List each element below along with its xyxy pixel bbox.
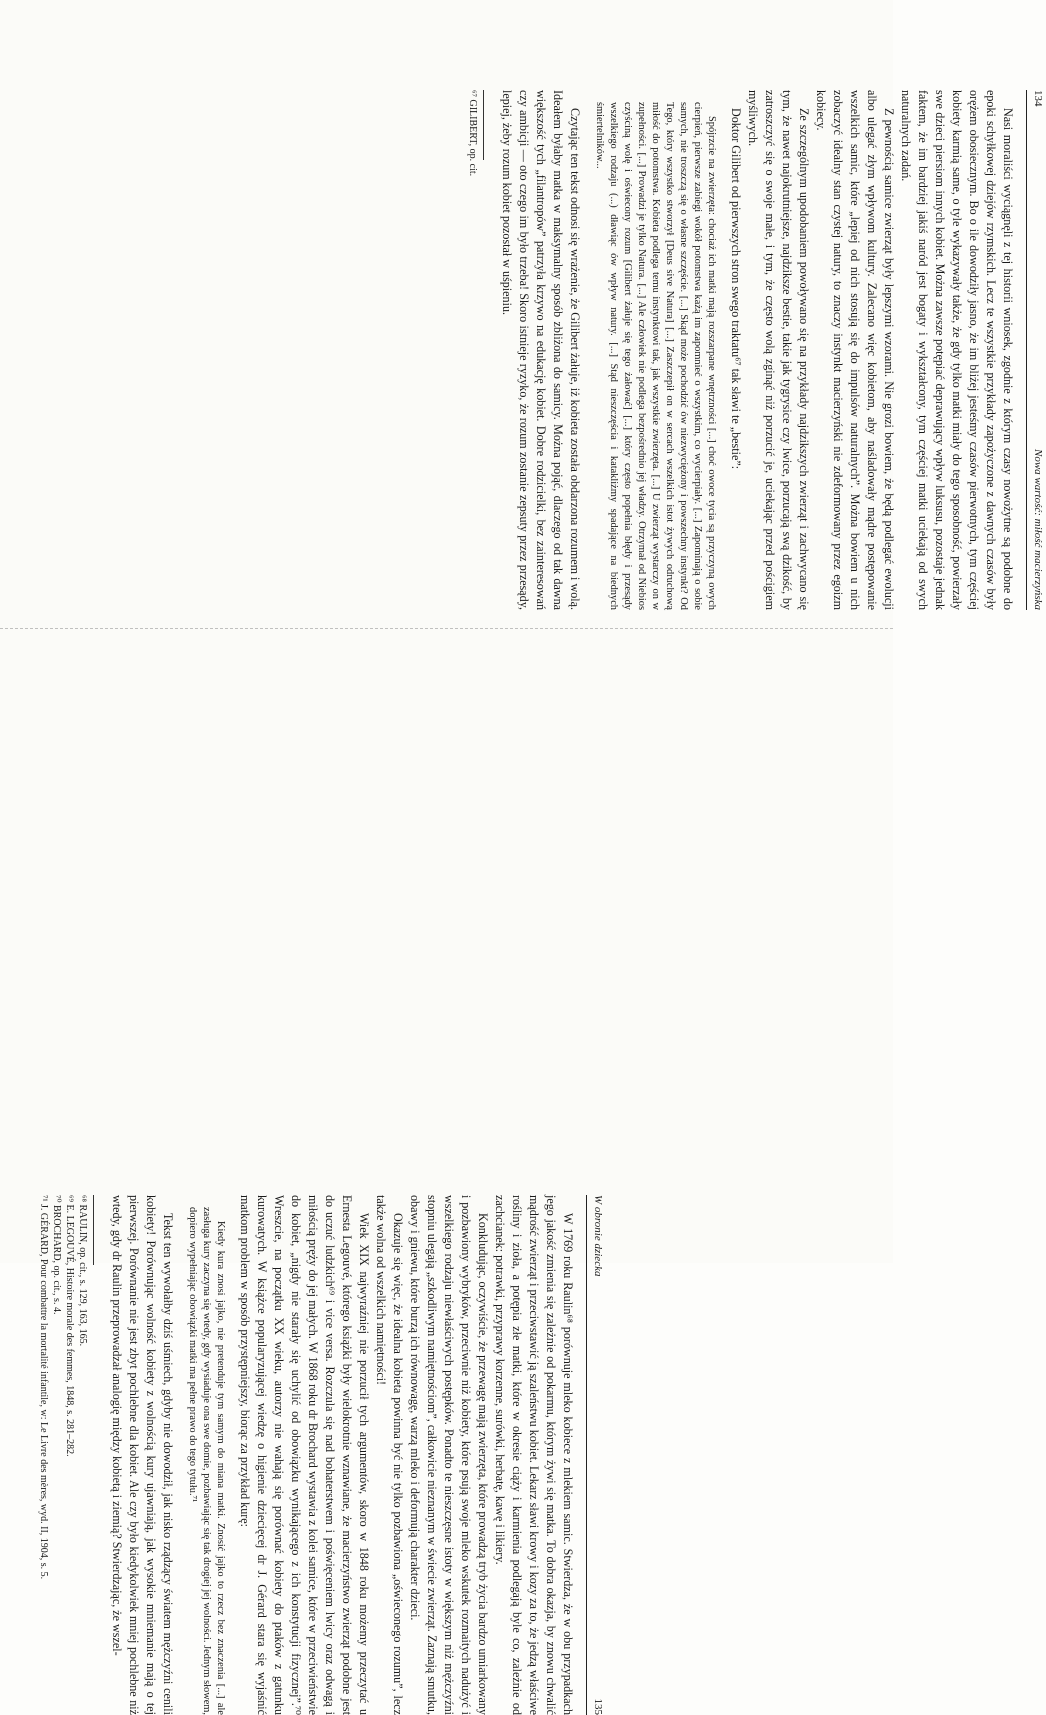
footnotes — [37, 1195, 94, 1715]
paragraph: Z pewnością samice zwierząt były lepszymi wzorami. Nie grozi bowiem, że będą podlegać ewolucji albo ulegać złym wpływom kultury. Zalecano więc kobietom, aby naśladowały mądre postępowanie wszelkich samic, które „lepiej od nich stosują się do impulsów naturalnych”. Można bowiem u nich zobaczyć idealny stan czystej natury, to znaczy instynkt macierzyński nie zdeformowany przez egoizm kobiecy. — [812, 90, 897, 610]
page-number: 134 — [1029, 90, 1046, 107]
page-134 — [0, 90, 528, 610]
paragraph: Doktor Gilibert od pierwszych stron swego traktatu⁶⁷ tak sławi te „bestie”: — [727, 90, 744, 610]
page-number: 135 — [589, 1699, 606, 1715]
block-quote: Spójrzcie na zwierzęta: chociaż ich matki mają rozszarpane wnętrzności [...] choć owoce tycia są przyczyną owych cierpień, pierwsze zabiegi wokół potomstwa każą im zapomnieć o wszystkim, co wycierpiały. [...] Zapominają o sobie samych, nie troszczą się o własne szczęście. [...] Skąd może pochodzić ów niezwyciężony i powszechny instynkt? Od Tego, który wszystko stworzył [Deus sive Natura] [...] Zaszczepił on w sercach wszelkich istot żywych odruchową miłość do potomstwa. Kobieta podlega temu instynktowi tak, jak wszystkie zwierzęta. [...] U zwierząt wystarczy on w zupełności. [...] Prowadzi je tylko Natura. [...] Ale człowiek nie podlega bezpośrednio jej władzy. Otrzymał od Niebios czyściną wolę i oświecony rozum [Gilibert żałuje się tego żałować] [...] który często popełnia błędy i przesądy wszelkiego rodzaju (...) dławiąc ów wpływ natury. [...] Stąd nieszczęścia i katakliżmy spadające na biednych śmiertelników... — [592, 102, 718, 610]
paragraph: Czytając ten tekst odnosi się wrażenie, że Gilibert żałuje, iż kobieta została obdarzona rozumem i wolą. Ideałem byłaby matka w maksymalny sposób zbliżona do samicy. Można pojąć, dlaczego od tak dawna większość tych „filantropów” patrzyła krzywo na edukację kobiet. Dobre rodzicielki, bez zainteresowań czy ambicji — oto czego im było trzeba! Skoro istnieje ryzyko, że rozum zostanie zepsuty przez przesądy, lepiej, żeby rozum kobiet pozostał w uśpieniu. — [498, 90, 583, 610]
running-head-134 — [1026, 90, 1046, 610]
block-quote: Kiedy kura znosi jajko, nie pretenduje tym samym do miana matki. Znosić jajko to rzecz bez znaczenia [...] ale zasługa kury zaczyna się wtedy, gdy wysiaduje ona swe domie, pozbawiając się tak drogiej jej wolności. Jednym słowem, dopiero wypełniając obowiązki matki ma pełne prawo do tego tytułu.⁷¹ — [185, 1207, 227, 1715]
paragraph: Okazuje się więc, że idealna kobieta powinna być nie tylko pozbawiona „oświeconego rozumu”, lecz także wolna od wszelkich namiętności! — [372, 1195, 406, 1715]
footnote: ⁶⁸ RAULIN, op. cit., s. 129, 163, 165. — [76, 1195, 89, 1715]
paragraph: W 1769 roku Raulin⁶⁸ porównuje mleko kobiece z mlekiem samic. Stwierdza, że w obu przypadkach jego jakość zmienia się zależnie od pokarmu, którym żywi się matka. To dobra okazja, by znowu chwalić mądrość zwierząt i przeciwstawić ją szaleństwu kobiet. Lekarz sławi krowy i kozy za to, że jedzą właściwe rośliny i zioła, a potępia złe matki, które w okresie ciąży i karmienia podlegają byle co, zależnie od zachcianek: potrawki, przyprawy korzenne, surówki, herbatę, kawę i likiery. — [491, 1195, 576, 1715]
footnote: ⁶⁹ E. LEGOUVÉ, Histoire morale des femmes, 1848, s. 281–282. — [63, 1195, 76, 1715]
footnote-rule — [483, 90, 484, 160]
footnote: ⁷¹ J. GÉRARD, Pour combattre la mortalité infantile, w: Le Livre des mères, wyd. II, 1904, s. 5. — [37, 1195, 50, 1715]
paragraph: Tekst ten wywołałby dziś uśmiech, gdyby nie dowodził, jak nisko rządzący światem mężczyźni cenili kobiety! Porównując wolność kobiety z wolnością kury ujawniają, jak wysokie mniemanie mają o tej pierwszej. Porównanie nie jest zbyt pochlebne dla kobiet. Ale czy było kiedykolwiek mniej pochlebne niż wtedy, gdy dr Raulin przeprowadzał analogię między kobietą i ziemią? Stwierdzając, że wszel- — [108, 1195, 176, 1715]
footnote-rule — [93, 1195, 94, 1265]
page-135 — [0, 675, 88, 1195]
footnote: ⁷⁰ BROCHARD, op. cit., s. 4. — [50, 1195, 63, 1715]
running-title: W obronie dziecka — [589, 1195, 606, 1276]
paragraph: Wiek XIX najwyraźniej nie porzucił tych argumentów, skoro w 1848 roku możemy przeczytać u Ernesta Legouvé, którego książki były wielokrotnie wznawiane, że macierzyństwo zwierząt podobne jest do uczuć ludzkich⁶⁹ i vice versa. Rozczula się nad bohaterstwem i poświęceniem lwicy oraz odwagą i miłością pręży do jej małych. W 1868 roku dr Brochard wystawia z kolei samice, które w przeciwieństwie do kobiet, „nigdy nie starały się uchylić od obowiązku wynikającego z ich konstytucji fizycznej”.⁷⁰ Wreszcie, na początku XX wieku, autorzy nie wahają się porównać kobiety do ptaków z gatunku kurowatych. W książce popularyzującej wiedzę o higienie dziecięcej dr J. Gérard stara się wyjaśnić matkom problem w sposób przystępniejszy, biorąc za przykład kurę: — [236, 1195, 372, 1715]
book-spine-fold — [0, 628, 893, 633]
paragraph: Ze szczególnym upodobaniem powoływano się na przykłady najdzikszych zwierząt i zachwycano się tym, że nawet najokrutniejsze, najdziksze bestie, takie jak tygrysice czy lwice, porzucają swą dzikość, by zatroszczyć się o swoje małe, i tym, że często wolą zginąć niż porzucić je, uciekając przed pościgiem myśliwych. — [744, 90, 812, 610]
running-title: Nowa wartość: miłość macierzyńska — [1029, 449, 1046, 610]
paragraph: Nasi moraliści wyciągnęli z tej historii wniosek, zgodnie z którym czasy nowożytne są podobne do epoki schyłkowej dziejów rzymskich. Lecz te wszystkie przykłady zapożyczone z dawnych czasów były orężem obosiecznym. Bo o ile dowodziły jasno, że im bliżej jesteśmy czasów pierwotnych, tym częściej kobiety karmią same, o tyle wykazywały także, że gdy tylko matki miały do tego sposobność, powierzały swe dzieci piersiom innych kobiet. Można zawsze potępiać deprawujący wpływ luksusu, pozostaje jednak faktem, że im bardziej jakiś naród jest bogaty i wykształcony, tym częściej matki uciekają od swych naturalnych zadań. — [897, 90, 1016, 610]
footnote: ⁶⁷ GILIBERT, op. cit. — [466, 90, 479, 610]
paragraph: Konkludując, oczywiście, że przewagę mają zwierzęta, które prowadzą tryb życia bardzo umiarkowany i pozbawiony wybryków, przeciwnie niż kobiety, które psują swoje mleko wskutek rozmaitych nadużyć i wszelkiego rodzaju niewłaściwych postępków. Ponadto te nieszczęsne istoty w większym niż mężczyźni stopniu ulegają „szkodliwym namiętnościom”, całkowicie nieznanym w świecie zwierząt. Zaznają smutku, obawy i gniewu, które burzą ich równowagę, warzą mleko i deformują charakter dzieci. — [406, 1195, 491, 1715]
running-head-135 — [586, 1195, 606, 1715]
footnotes — [466, 90, 484, 610]
